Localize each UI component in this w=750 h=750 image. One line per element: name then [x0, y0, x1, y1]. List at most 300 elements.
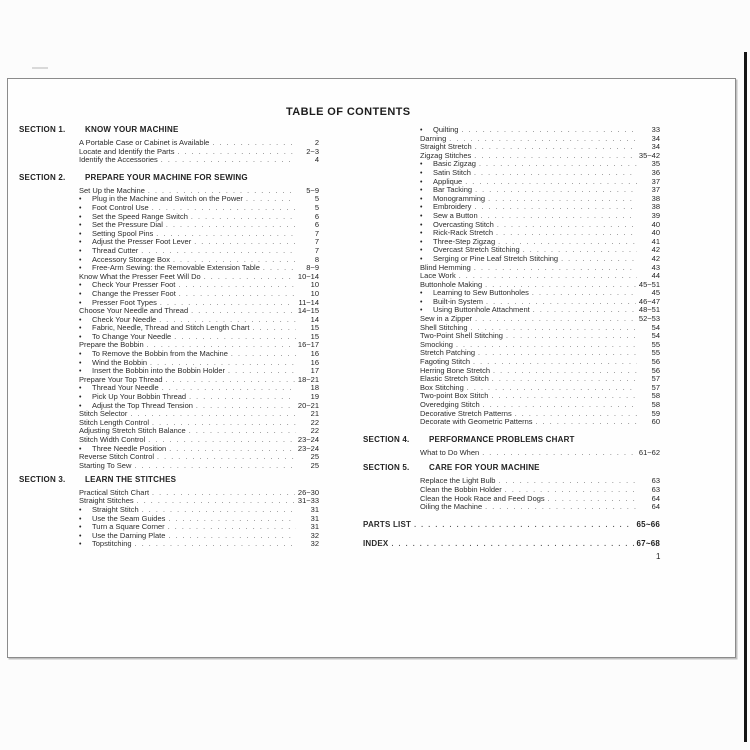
- section-entries-continued: [420, 126, 660, 427]
- toc-entry-page: 8: [314, 254, 319, 264]
- dot-leader-icon: [485, 504, 637, 513]
- dot-leader-icon: [168, 533, 296, 542]
- toc-entry-label: Clean the Bobbin Holder: [420, 484, 502, 494]
- bullet-icon: •: [79, 299, 82, 307]
- dot-leader-icon: [474, 204, 637, 213]
- toc-entry-page: 10: [310, 288, 319, 298]
- toc-entry-label: Blind Hemming: [420, 262, 471, 272]
- toc-entry-label: Set the Pressure Dial: [92, 220, 163, 230]
- toc-entry-label: PARTS LIST: [363, 519, 412, 529]
- toc-section: [363, 435, 660, 458]
- section-heading: [19, 475, 319, 485]
- toc-entry-label: A Portable Case or Cabinet is Available: [79, 138, 210, 147]
- toc-entry-label: Plug in the Machine and Switch on the Power: [92, 194, 243, 204]
- toc-entry-page: 61~62: [638, 447, 660, 457]
- toc-entry-page: 23~24: [297, 443, 319, 453]
- dot-leader-icon: [475, 144, 637, 153]
- bullet-icon: •: [420, 221, 423, 229]
- toc-entry-page: 10: [310, 280, 319, 290]
- bullet-icon: •: [79, 247, 82, 255]
- dot-leader-icon: [135, 541, 296, 550]
- toc-entry-label: Practical Stitch Chart: [79, 487, 150, 497]
- bullet-icon: •: [420, 247, 423, 255]
- bullet-icon: •: [420, 161, 423, 169]
- toc-entry-label: What to Do When: [420, 447, 480, 457]
- bullet-icon: •: [79, 213, 82, 221]
- toc-entry-page: 5~9: [306, 185, 319, 195]
- toc-entry-page: 57: [651, 382, 660, 392]
- section-title: CARE FOR YOUR MACHINE: [429, 463, 540, 473]
- toc-entry-page: 59: [651, 408, 660, 418]
- toc-entry-label: Three-Step Zigzag: [433, 236, 496, 246]
- toc-entry-label: Straight Stitches: [79, 496, 134, 506]
- toc-entry-label: Two-Point Shell Stitching: [420, 331, 503, 341]
- toc-entry-label: Monogramming: [433, 193, 486, 203]
- dot-leader-icon: [506, 333, 637, 342]
- toc-major-entry: [363, 539, 660, 549]
- toc-entry-label: Replace the Light Bulb: [420, 476, 496, 486]
- toc-entry-label: Sew a Button: [433, 210, 478, 220]
- toc-entry-label: Applique: [433, 176, 463, 186]
- toc-major-block: [363, 539, 660, 549]
- toc-entry-label: Serging or Pine Leaf Stretch Stitching: [433, 253, 559, 263]
- dot-leader-icon: [194, 239, 296, 248]
- toc-entry-label: Prepare Your Top Thread: [79, 374, 163, 384]
- toc-entry-page: 14: [310, 314, 319, 324]
- toc-entry-page: 25: [310, 452, 319, 462]
- dot-leader-icon: [231, 351, 296, 360]
- section-entries: [420, 449, 660, 458]
- toc-entry-page: 36: [651, 167, 660, 177]
- toc-entry-label: Fabric, Needle, Thread and Stitch Length Chart: [92, 323, 250, 333]
- dot-leader-icon: [474, 265, 637, 274]
- bullet-icon: •: [420, 127, 423, 134]
- bullet-icon: •: [79, 524, 82, 532]
- toc-entry-label: Accessory Storage Box: [92, 254, 170, 264]
- toc-entry: [420, 126, 660, 135]
- toc-entry-page: 35: [651, 159, 660, 169]
- dot-leader-icon: [252, 325, 296, 334]
- toc-entry-label: Change the Presser Foot: [92, 288, 176, 298]
- toc-entry-page: 52~53: [638, 314, 660, 324]
- toc-entry-label: Two-point Box Stitch: [420, 391, 489, 401]
- toc-entry-page: 7: [314, 237, 319, 247]
- section-label: SECTION 4.: [363, 434, 410, 444]
- toc-entry-label: Three Needle Position: [92, 443, 167, 453]
- dot-leader-icon: [465, 179, 637, 188]
- toc-entry-label: Built-in System: [433, 296, 484, 306]
- bullet-icon: •: [79, 290, 82, 298]
- dot-leader-icon: [492, 376, 637, 385]
- toc-entry-label: Setting Spool Pins: [92, 228, 154, 238]
- section-heading: [19, 125, 319, 135]
- toc-entry-page: 67~68: [636, 538, 660, 548]
- toc-entry-page: 48~51: [638, 305, 660, 315]
- dot-leader-icon: [474, 153, 636, 162]
- toc-entry-label: INDEX: [363, 538, 389, 548]
- dot-leader-icon: [228, 368, 296, 377]
- toc-entry-label: Thread Cutter: [92, 245, 139, 255]
- bullet-icon: •: [79, 351, 82, 359]
- dot-leader-icon: [479, 161, 637, 170]
- toc-entry-label: Locate and Identify the Parts: [79, 146, 175, 156]
- toc-entry-page: 46~47: [638, 296, 660, 306]
- toc-entry-page: 56: [651, 365, 660, 375]
- toc-entry-label: To Remove the Bobbin from the Machine: [92, 349, 228, 359]
- dot-leader-icon: [475, 316, 636, 325]
- section-label: SECTION 2.: [19, 172, 66, 182]
- section-title: PERFORMANCE PROBLEMS CHART: [429, 434, 575, 444]
- dot-leader-icon: [263, 265, 296, 274]
- bullet-icon: •: [420, 178, 423, 186]
- toc-entry-page: 23~24: [297, 435, 319, 444]
- toc-entry-label: Free-Arm Sewing: the Removable Extension Table: [92, 263, 260, 273]
- toc-entry-label: Elastic Stretch Stitch: [420, 374, 489, 384]
- toc-major-block: [363, 520, 660, 530]
- dot-leader-icon: [498, 478, 637, 487]
- dot-leader-icon: [137, 498, 295, 507]
- dot-leader-icon: [561, 256, 637, 265]
- toc-entry-label: Overcast Stretch Stitching: [433, 245, 520, 255]
- dot-leader-icon: [473, 359, 637, 368]
- toc-entry-page: 26~30: [297, 487, 319, 497]
- toc-entry-label: Satin Stitch: [433, 167, 471, 177]
- toc-entry-label: Identify the Accessories: [79, 155, 158, 165]
- toc-entry-label: Sew in a Zipper: [420, 314, 473, 324]
- toc-entry: [79, 462, 319, 471]
- dot-leader-icon: [134, 463, 296, 472]
- toc-entry-page: 14~15: [297, 306, 319, 316]
- toc-entry-page: 19: [310, 392, 319, 402]
- toc-entry-label: Stitch Width Control: [79, 435, 146, 444]
- toc-entry-label: Use the Seam Guides: [92, 513, 166, 523]
- page-number: 1: [656, 552, 661, 561]
- bullet-icon: •: [79, 239, 82, 247]
- toc-entry-page: 60: [651, 417, 660, 427]
- toc-entry-label: Turn a Square Corner: [92, 522, 165, 532]
- toc-entry-label: Set Up the Machine: [79, 185, 145, 195]
- toc-entry-page: 44: [651, 271, 660, 281]
- toc-entry-page: 57: [651, 374, 660, 384]
- page-frame: [7, 78, 736, 658]
- toc-section: [19, 125, 319, 165]
- toc-entry-page: 15: [310, 331, 319, 341]
- toc-entry-label: Check Your Presser Foot: [92, 280, 176, 290]
- toc-entry-page: 21: [310, 409, 319, 419]
- bullet-icon: •: [420, 187, 423, 195]
- dot-leader-icon: [481, 213, 637, 222]
- toc-entry: [420, 503, 660, 512]
- section-title: PREPARE YOUR MACHINE FOR SEWING: [85, 172, 248, 182]
- toc-entry-page: 54: [651, 331, 660, 341]
- dot-leader-icon: [515, 411, 637, 420]
- toc-entry-page: 32: [310, 539, 319, 549]
- section-entries: [420, 477, 660, 511]
- toc-entry-label: Quilting: [433, 125, 459, 134]
- scan-edge-line: [744, 52, 747, 742]
- toc-entry-label: Darning: [420, 133, 447, 143]
- bullet-icon: •: [420, 255, 423, 263]
- toc-entry-label: Foot Control Use: [92, 202, 149, 212]
- toc-entry-page: 63: [651, 476, 660, 486]
- section-entries: [79, 489, 319, 549]
- dot-leader-icon: [179, 291, 296, 300]
- dot-leader-icon: [536, 419, 637, 428]
- dot-leader-icon: [168, 524, 296, 533]
- toc-entry-label: Straight Stretch: [420, 142, 472, 152]
- toc-entry: [420, 332, 660, 341]
- dot-leader-icon: [482, 450, 636, 459]
- toc-entry-page: 4: [314, 155, 319, 165]
- bullet-icon: •: [420, 212, 423, 220]
- bullet-icon: •: [79, 265, 82, 273]
- toc-entry-page: 7: [314, 245, 319, 255]
- dot-leader-icon: [166, 222, 296, 231]
- toc-section: [19, 173, 319, 471]
- toc-entry-label: Stitch Length Control: [79, 417, 150, 427]
- bullet-icon: •: [420, 195, 423, 203]
- toc-entry-page: 20~21: [297, 400, 319, 410]
- toc-entry-page: 2: [314, 138, 319, 147]
- dot-leader-icon: [152, 490, 295, 499]
- toc-entry-page: 63: [651, 484, 660, 494]
- toc-entry-label: Rick-Rack Stretch: [433, 228, 494, 238]
- toc-entry-page: 17: [310, 366, 319, 376]
- dot-leader-icon: [189, 428, 296, 437]
- toc-entry-label: Herring Bone Stretch: [420, 365, 491, 375]
- dot-leader-icon: [467, 385, 637, 394]
- toc-entry-page: 37: [651, 185, 660, 195]
- toc-entry-page: 25: [310, 460, 319, 470]
- toc-entry-page: 15: [310, 323, 319, 333]
- toc-entry-page: 16~17: [297, 340, 319, 350]
- dot-leader-icon: [191, 308, 295, 317]
- toc-entry-label: Stretch Patching: [420, 348, 476, 358]
- toc-entry-page: 18~21: [297, 374, 319, 384]
- toc-entry-label: To Change Your Needle: [92, 331, 172, 341]
- toc-entry-page: 40: [651, 219, 660, 229]
- dot-leader-icon: [497, 222, 637, 231]
- toc-entry-page: 31~33: [297, 496, 319, 506]
- toc-entry-label: Pick Up Your Bobbin Thread: [92, 392, 187, 402]
- page-title: TABLE OF CONTENTS: [286, 106, 411, 118]
- toc-entry-page: 5: [314, 194, 319, 204]
- section-entries: [79, 139, 319, 165]
- toc-entry-page: 37: [651, 176, 660, 186]
- section-heading: [363, 435, 660, 445]
- toc-entry-page: 5: [314, 202, 319, 212]
- toc-entry-label: Use the Darning Plate: [92, 530, 166, 540]
- toc-entry-label: Bar Tacking: [433, 185, 473, 195]
- toc-entry-page: 39: [651, 210, 660, 220]
- dot-leader-icon: [475, 187, 637, 196]
- toc-entry-page: 22: [310, 426, 319, 436]
- toc-entry-label: Box Stitching: [420, 382, 464, 392]
- toc-entry-page: 18: [310, 383, 319, 393]
- dot-leader-icon: [532, 290, 637, 299]
- toc-entry: [420, 449, 660, 458]
- bullet-icon: •: [420, 230, 423, 238]
- toc-entry-label: Straight Stitch: [92, 505, 139, 515]
- toc-entry-label: Adjust the Presser Foot Lever: [92, 237, 192, 247]
- dot-leader-icon: [212, 140, 296, 149]
- dot-leader-icon: [189, 394, 296, 403]
- toc-entry-page: 58: [651, 391, 660, 401]
- toc-entry-page: 40: [651, 228, 660, 238]
- toc-entry-page: 6: [314, 211, 319, 221]
- bullet-icon: •: [79, 359, 82, 367]
- toc-entry-page: 16: [310, 349, 319, 359]
- scan-smudge: [32, 67, 48, 69]
- dot-leader-icon: [449, 136, 637, 145]
- toc-entry-label: Decorative Stretch Patterns: [420, 408, 512, 418]
- toc-section: [363, 463, 660, 511]
- dot-leader-icon: [491, 393, 637, 402]
- bullet-icon: •: [79, 222, 82, 230]
- toc-entry-page: 31: [310, 513, 319, 523]
- bullet-icon: •: [420, 290, 423, 298]
- dot-leader-icon: [414, 521, 633, 531]
- dot-leader-icon: [493, 368, 637, 377]
- section-entries: [79, 187, 319, 471]
- toc-entry-label: Topstitching: [92, 539, 132, 549]
- bullet-icon: •: [420, 298, 423, 306]
- bullet-icon: •: [79, 282, 82, 290]
- toc-entry-page: 43: [651, 262, 660, 272]
- toc-entry-label: Shell Stitching: [420, 322, 468, 332]
- toc-entry-page: 41: [651, 236, 660, 246]
- toc-entry-label: Starting To Sew: [79, 460, 132, 470]
- dot-leader-icon: [148, 437, 295, 446]
- dot-leader-icon: [246, 196, 296, 205]
- toc-entry-label: Prepare the Bobbin: [79, 340, 144, 350]
- dot-leader-icon: [461, 127, 637, 136]
- bullet-icon: •: [79, 256, 82, 264]
- bullet-icon: •: [79, 204, 82, 212]
- bullet-icon: •: [420, 238, 423, 246]
- section-heading: [363, 463, 660, 473]
- toc-entry-page: 31: [310, 522, 319, 532]
- toc-entry: [79, 156, 319, 165]
- dot-leader-icon: [478, 350, 637, 359]
- bullet-icon: •: [79, 394, 82, 402]
- dot-leader-icon: [474, 170, 637, 179]
- dot-leader-icon: [166, 377, 295, 386]
- dot-leader-icon: [196, 403, 295, 412]
- section-heading: [19, 173, 319, 183]
- bullet-icon: •: [79, 368, 82, 376]
- toc-entry-label: Buttonhole Making: [420, 279, 483, 289]
- toc-entry-page: 64: [651, 502, 660, 512]
- dot-leader-icon: [130, 411, 296, 420]
- toc-entry-page: 35~42: [638, 150, 660, 160]
- section-label: SECTION 5.: [363, 463, 410, 473]
- toc-entry-label: Decorate with Geometric Patterns: [420, 417, 533, 427]
- toc-entry-page: 55: [651, 339, 660, 349]
- toc-entry: [420, 264, 660, 273]
- toc-entry-label: Wind the Bobbin: [92, 357, 148, 367]
- dot-leader-icon: [178, 282, 296, 291]
- dot-leader-icon: [191, 214, 296, 223]
- toc-entry-page: 22: [310, 417, 319, 427]
- toc-entry-label: Overedging Stitch: [420, 400, 480, 409]
- dot-leader-icon: [488, 196, 637, 205]
- toc-entry-label: Set the Speed Range Switch: [92, 211, 188, 221]
- toc-entry-label: Using Buttonhole Attachment: [433, 305, 530, 315]
- toc-entry-page: 6: [314, 220, 319, 230]
- toc-entry-label: Know What the Presser Feet Will Do: [79, 271, 201, 281]
- toc-entry-page: 7: [314, 228, 319, 238]
- bullet-icon: •: [79, 515, 82, 523]
- toc-entry-label: Adjusting Stretch Stitch Balance: [79, 426, 186, 436]
- dot-leader-icon: [161, 157, 296, 166]
- toc-entry-page: 58: [651, 400, 660, 409]
- section-label: SECTION 3.: [19, 474, 66, 484]
- toc-entry-page: 65~66: [636, 519, 660, 529]
- bullet-icon: •: [420, 307, 423, 315]
- toc-entry-page: 42: [651, 245, 660, 255]
- dot-leader-icon: [459, 273, 637, 282]
- bullet-icon: •: [79, 325, 82, 333]
- toc-entry-page: 45~51: [638, 279, 660, 289]
- toc-entry-page: 34: [651, 142, 660, 152]
- bullet-icon: •: [79, 445, 82, 453]
- toc-entry-label: Reverse Stitch Control: [79, 452, 155, 462]
- toc-entry-label: Overcasting Stitch: [433, 219, 494, 229]
- toc-entry-page: 38: [651, 202, 660, 212]
- toc-entry-label: Zigzag Stitches: [420, 150, 472, 160]
- toc-entry-label: Thread Your Needle: [92, 383, 159, 393]
- toc-entry-page: 8~9: [306, 263, 319, 273]
- toc-entry-label: Embroidery: [433, 202, 472, 212]
- toc-entry-page: 33: [651, 125, 660, 134]
- toc-entry-page: 54: [651, 322, 660, 332]
- toc-entry-page: 32: [310, 530, 319, 540]
- dot-leader-icon: [177, 149, 296, 158]
- toc-entry-page: 16: [310, 357, 319, 367]
- bullet-icon: •: [79, 333, 82, 341]
- toc-entry-label: Fagoting Stitch: [420, 357, 471, 367]
- toc-entry-label: Insert the Bobbin into the Bobbin Holder: [92, 366, 226, 376]
- toc-entry-label: Lace Work: [420, 271, 456, 281]
- toc-entry-label: Choose Your Needle and Thread: [79, 306, 189, 316]
- toc-entry-label: Clean the Hook Race and Feed Dogs: [420, 493, 545, 503]
- bullet-icon: •: [79, 230, 82, 238]
- dot-leader-icon: [204, 274, 295, 283]
- toc-entry-page: 55: [651, 348, 660, 358]
- bullet-icon: •: [79, 507, 82, 515]
- bullet-icon: •: [79, 541, 82, 549]
- toc-entry-label: Check Your Needle: [92, 314, 157, 324]
- section-title: KNOW YOUR MACHINE: [85, 125, 179, 134]
- bullet-icon: •: [79, 316, 82, 324]
- section-label: SECTION 1.: [19, 125, 66, 134]
- bullet-icon: •: [420, 204, 423, 212]
- dot-leader-icon: [168, 516, 296, 525]
- dot-leader-icon: [174, 334, 296, 343]
- toc-column-left: [19, 125, 319, 549]
- dot-leader-icon: [157, 454, 296, 463]
- toc-entry-label: Stitch Selector: [79, 409, 128, 419]
- dot-leader-icon: [169, 446, 295, 455]
- dot-leader-icon: [533, 307, 636, 316]
- dot-leader-icon: [391, 540, 633, 550]
- toc-entry-page: 11~14: [298, 297, 319, 307]
- toc-entry-page: 34: [651, 133, 660, 143]
- toc-entry-label: Presser Foot Types: [92, 297, 157, 307]
- section-title: LEARN THE STITCHES: [85, 474, 177, 484]
- toc-section: [19, 475, 319, 549]
